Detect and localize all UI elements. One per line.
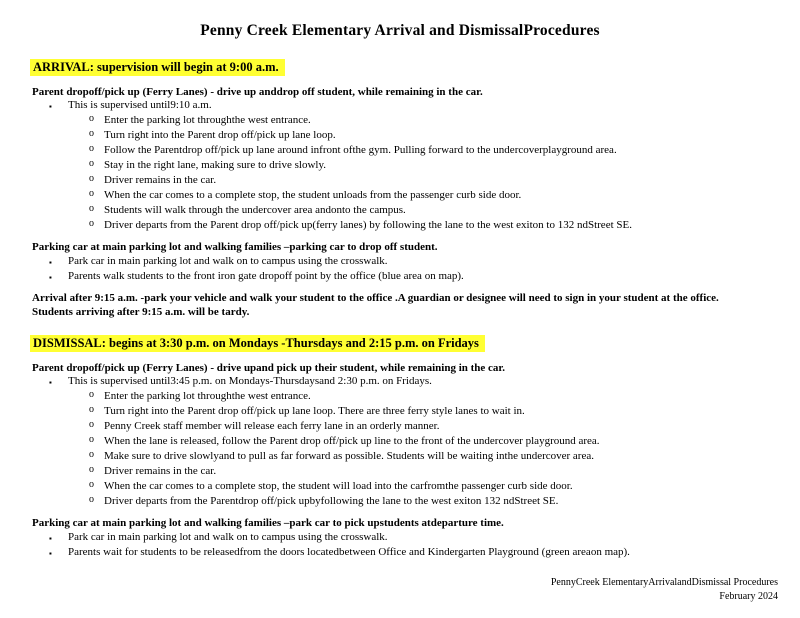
circle-bullet-icon: o xyxy=(89,128,94,139)
square-bullet-icon: ▪ xyxy=(49,549,52,558)
circle-bullet-icon: o xyxy=(89,449,94,460)
arrival-step: Turn right into the Parent drop off/pick up lane loop. xyxy=(104,129,336,141)
dismissal-parking-heading: Parking car at main parking lot and walking families –park car to pick upstudents atdeparture time. xyxy=(32,517,504,529)
circle-bullet-icon: o xyxy=(89,434,94,445)
dismissal-step: When the car comes to a complete stop, the student will load into the carfromthe passenger curb side door. xyxy=(104,480,573,492)
arrival-step: Driver remains in the car. xyxy=(104,174,217,186)
circle-bullet-icon: o xyxy=(89,158,94,169)
arrival-step: When the car comes to a complete stop, the student unloads from the passenger curb side door. xyxy=(104,189,522,201)
circle-bullet-icon: o xyxy=(89,389,94,400)
arrival-heading: ARRIVAL: supervision will begin at 9:00 a.m. xyxy=(30,59,285,76)
arrival-parent-line: Parent dropoff/pick up (Ferry Lanes) - drive up anddrop off student, while remaining in the car. xyxy=(32,86,483,98)
square-bullet-icon: ▪ xyxy=(49,258,52,267)
footer-title: PennyCreek ElementaryArrivalandDismissal Procedures xyxy=(550,577,778,588)
circle-bullet-icon: o xyxy=(89,464,94,475)
circle-bullet-icon: o xyxy=(89,188,94,199)
dismissal-step: Penny Creek staff member will release each ferry lane in an orderly manner. xyxy=(104,420,440,432)
square-bullet-icon: ▪ xyxy=(49,273,52,282)
circle-bullet-icon: o xyxy=(89,494,94,505)
arrival-parking-item: Parents walk students to the front iron gate dropoff point by the office (blue area on map). xyxy=(68,270,464,282)
dismissal-parking-item: Park car in main parking lot and walk on to campus using the crosswalk. xyxy=(68,531,388,543)
arrival-step: Follow the Parentdrop off/pick up lane around infront ofthe gym. Pulling forward to the undercoverplayground area. xyxy=(104,144,617,156)
circle-bullet-icon: o xyxy=(89,143,94,154)
arrival-step: Stay in the right lane, making sure to drive slowly. xyxy=(104,159,326,171)
dismissal-heading: DISMISSAL: begins at 3:30 p.m. on Mondays -Thursdays and 2:15 p.m. on Fridays xyxy=(30,335,485,352)
square-bullet-icon: ▪ xyxy=(49,102,52,111)
dismissal-parent-line: Parent dropoff/pick up (Ferry Lanes) - drive upand pick up their student, while remaining in the car. xyxy=(32,362,506,374)
dismissal-step: Driver departs from the Parentdrop off/pick upbyfollowing the lane to the west exiton 132 ndStreet SE. xyxy=(104,495,559,507)
arrival-tardy-notice: Students arriving after 9:15 a.m. will be tardy. xyxy=(32,306,250,318)
page-title: Penny Creek Elementary Arrival and DismissalProcedures xyxy=(200,22,600,39)
dismissal-supervised: This is supervised until3:45 p.m. on Mondays-Thursdaysand 2:30 p.m. on Fridays. xyxy=(68,375,432,387)
arrival-late-notice: Arrival after 9:15 a.m. -park your vehicle and walk your student to the office .A guardian or designee will need to sign in your student at the office. xyxy=(32,292,719,304)
circle-bullet-icon: o xyxy=(89,419,94,430)
dismissal-step: Turn right into the Parent drop off/pick up lane loop. There are three ferry style lanes to wait in. xyxy=(104,405,525,417)
circle-bullet-icon: o xyxy=(89,404,94,415)
arrival-step: Students will walk through the undercover area andonto the campus. xyxy=(104,204,406,216)
footer-date: February 2024 xyxy=(719,591,778,602)
arrival-step: Enter the parking lot throughthe west entrance. xyxy=(104,114,311,126)
dismissal-step: Driver remains in the car. xyxy=(104,465,217,477)
arrival-supervised: This is supervised until9:10 a.m. xyxy=(68,99,212,111)
circle-bullet-icon: o xyxy=(89,479,94,490)
arrival-step: Driver departs from the Parent drop off/pick up(ferry lanes) by following the lane to the west exiton to 132 ndStreet SE. xyxy=(104,219,632,231)
dismissal-parking-item: Parents wait for students to be releasedfrom the doors locatedbetween Office and Kindergarten Playground (green areaon map). xyxy=(68,546,630,558)
arrival-parking-item: Park car in main parking lot and walk on to campus using the crosswalk. xyxy=(68,255,388,267)
dismissal-step: Enter the parking lot throughthe west entrance. xyxy=(104,390,311,402)
dismissal-step: When the lane is released, follow the Parent drop off/pick up line to the front of the undercover playground area. xyxy=(104,435,600,447)
square-bullet-icon: ▪ xyxy=(49,378,52,387)
circle-bullet-icon: o xyxy=(89,173,94,184)
circle-bullet-icon: o xyxy=(89,203,94,214)
circle-bullet-icon: o xyxy=(89,113,94,124)
square-bullet-icon: ▪ xyxy=(49,534,52,543)
circle-bullet-icon: o xyxy=(89,218,94,229)
dismissal-step: Make sure to drive slowlyand to pull as far forward as possible. Students will be waiting inthe undercover area. xyxy=(104,450,594,462)
arrival-parking-heading: Parking car at main parking lot and walking families –parking car to drop off student. xyxy=(32,241,438,253)
